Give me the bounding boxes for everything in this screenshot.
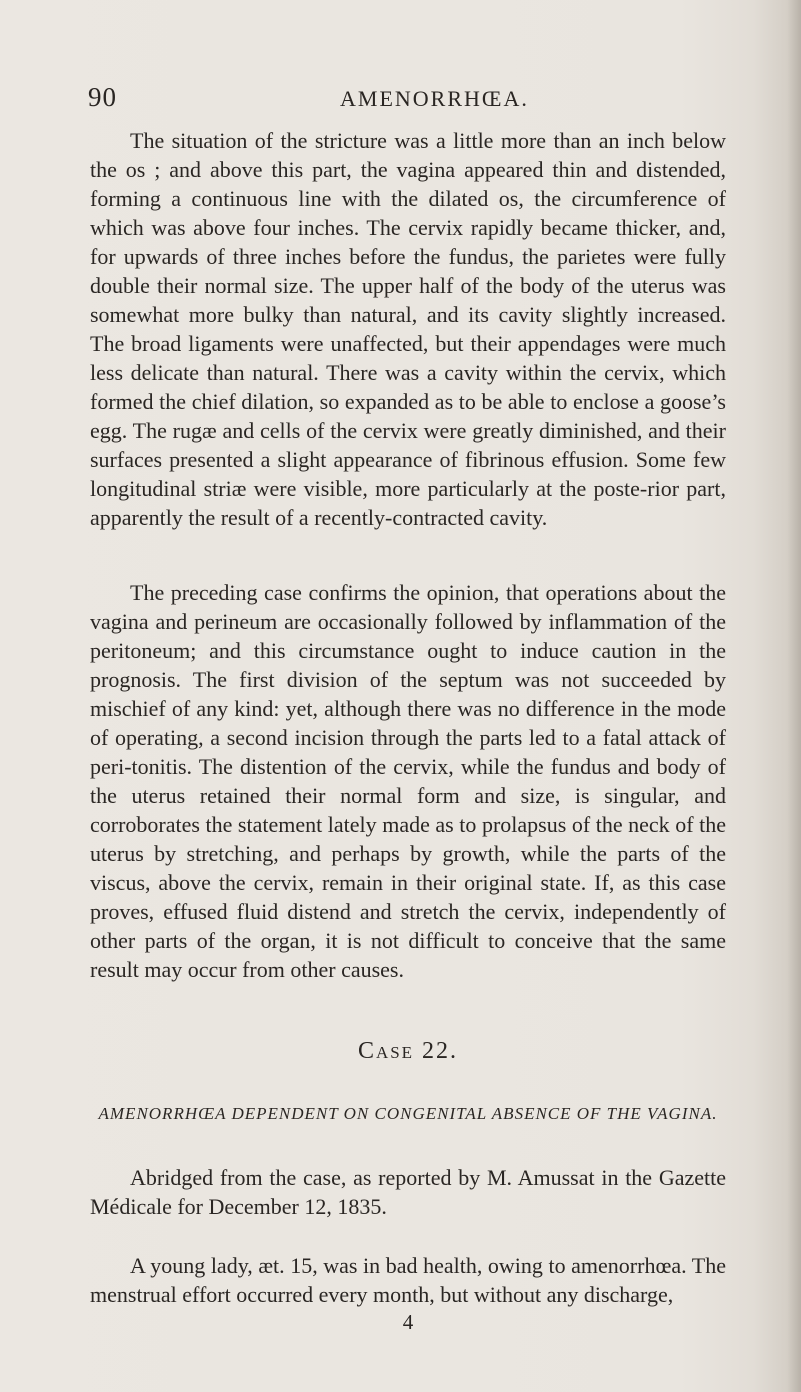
page-edge-shadow bbox=[787, 0, 801, 1392]
running-head bbox=[88, 82, 728, 112]
running-title: AMENORRHŒA. bbox=[340, 86, 529, 111]
signature-mark: 4 bbox=[402, 1310, 414, 1334]
paragraph-stricture-description: The situation of the stricture was a little more than an inch below the os ; and above this part, the vagina appeared thin and distended, forming a continuous line with the dilated os, the circumference of which was above four inches. The cervix rapidly became thicker, and, for upwards of three inches before the fundus, the parietes were fully double their normal size. The upper half of the body of the uterus was somewhat more bulky than natural, and its cavity slightly increased. The broad ligaments were unaffected, but their appendages were much less delicate than natural. There was a cavity within the cervix, which formed the chief dilation, so expanded as to be able to enclose a goose’s egg. The rugæ and cells of the cervix were greatly diminished, and their surfaces presented a slight appearance of fibrinous effusion. Some few longitudinal striæ were visible, more particularly at the poste-rior part, apparently the result of a recently-contracted cavity. bbox=[90, 128, 726, 530]
paragraph-source-note: Abridged from the case, as reported by M. Amussat in the Gazette Médicale for December 12, 1835. bbox=[90, 1165, 726, 1219]
section-title: AMENORRHŒA DEPENDENT ON CONGENITAL ABSENCE OF THE VAGINA. bbox=[98, 1104, 718, 1123]
page-body bbox=[90, 126, 726, 1335]
page-number: 90 bbox=[88, 82, 117, 112]
paragraph-case-history: A young lady, æt. 15, was in bad health, owing to amenorrhœa. The menstrual effort occurred every month, but without any discharge, bbox=[90, 1253, 726, 1307]
case-heading: Case 22. bbox=[357, 1038, 459, 1064]
paragraph-case-commentary: The preceding case confirms the opinion, that operations about the vagina and perineum are occasionally followed by inflammation of the peritoneum; and this circumstance ought to induce caution in the prognosis. The first division of the septum was not succeeded by mischief of any kind: yet, although there was no difference in the mode of operating, a second incision through the parts led to a fatal attack of peri-tonitis. The distention of the cervix, while the fundus and body of the uterus retained their normal form and size, is singular, and corroborates the statement lately made as to prolapsus of the neck of the uterus by stretching, and perhaps by growth, while the parts of the viscus, above the cervix, remain in their original state. If, as this case proves, effused fluid distend and stretch the cervix, independently of other parts of the organ, it is not difficult to conceive that the same result may occur from other causes. bbox=[90, 580, 726, 982]
